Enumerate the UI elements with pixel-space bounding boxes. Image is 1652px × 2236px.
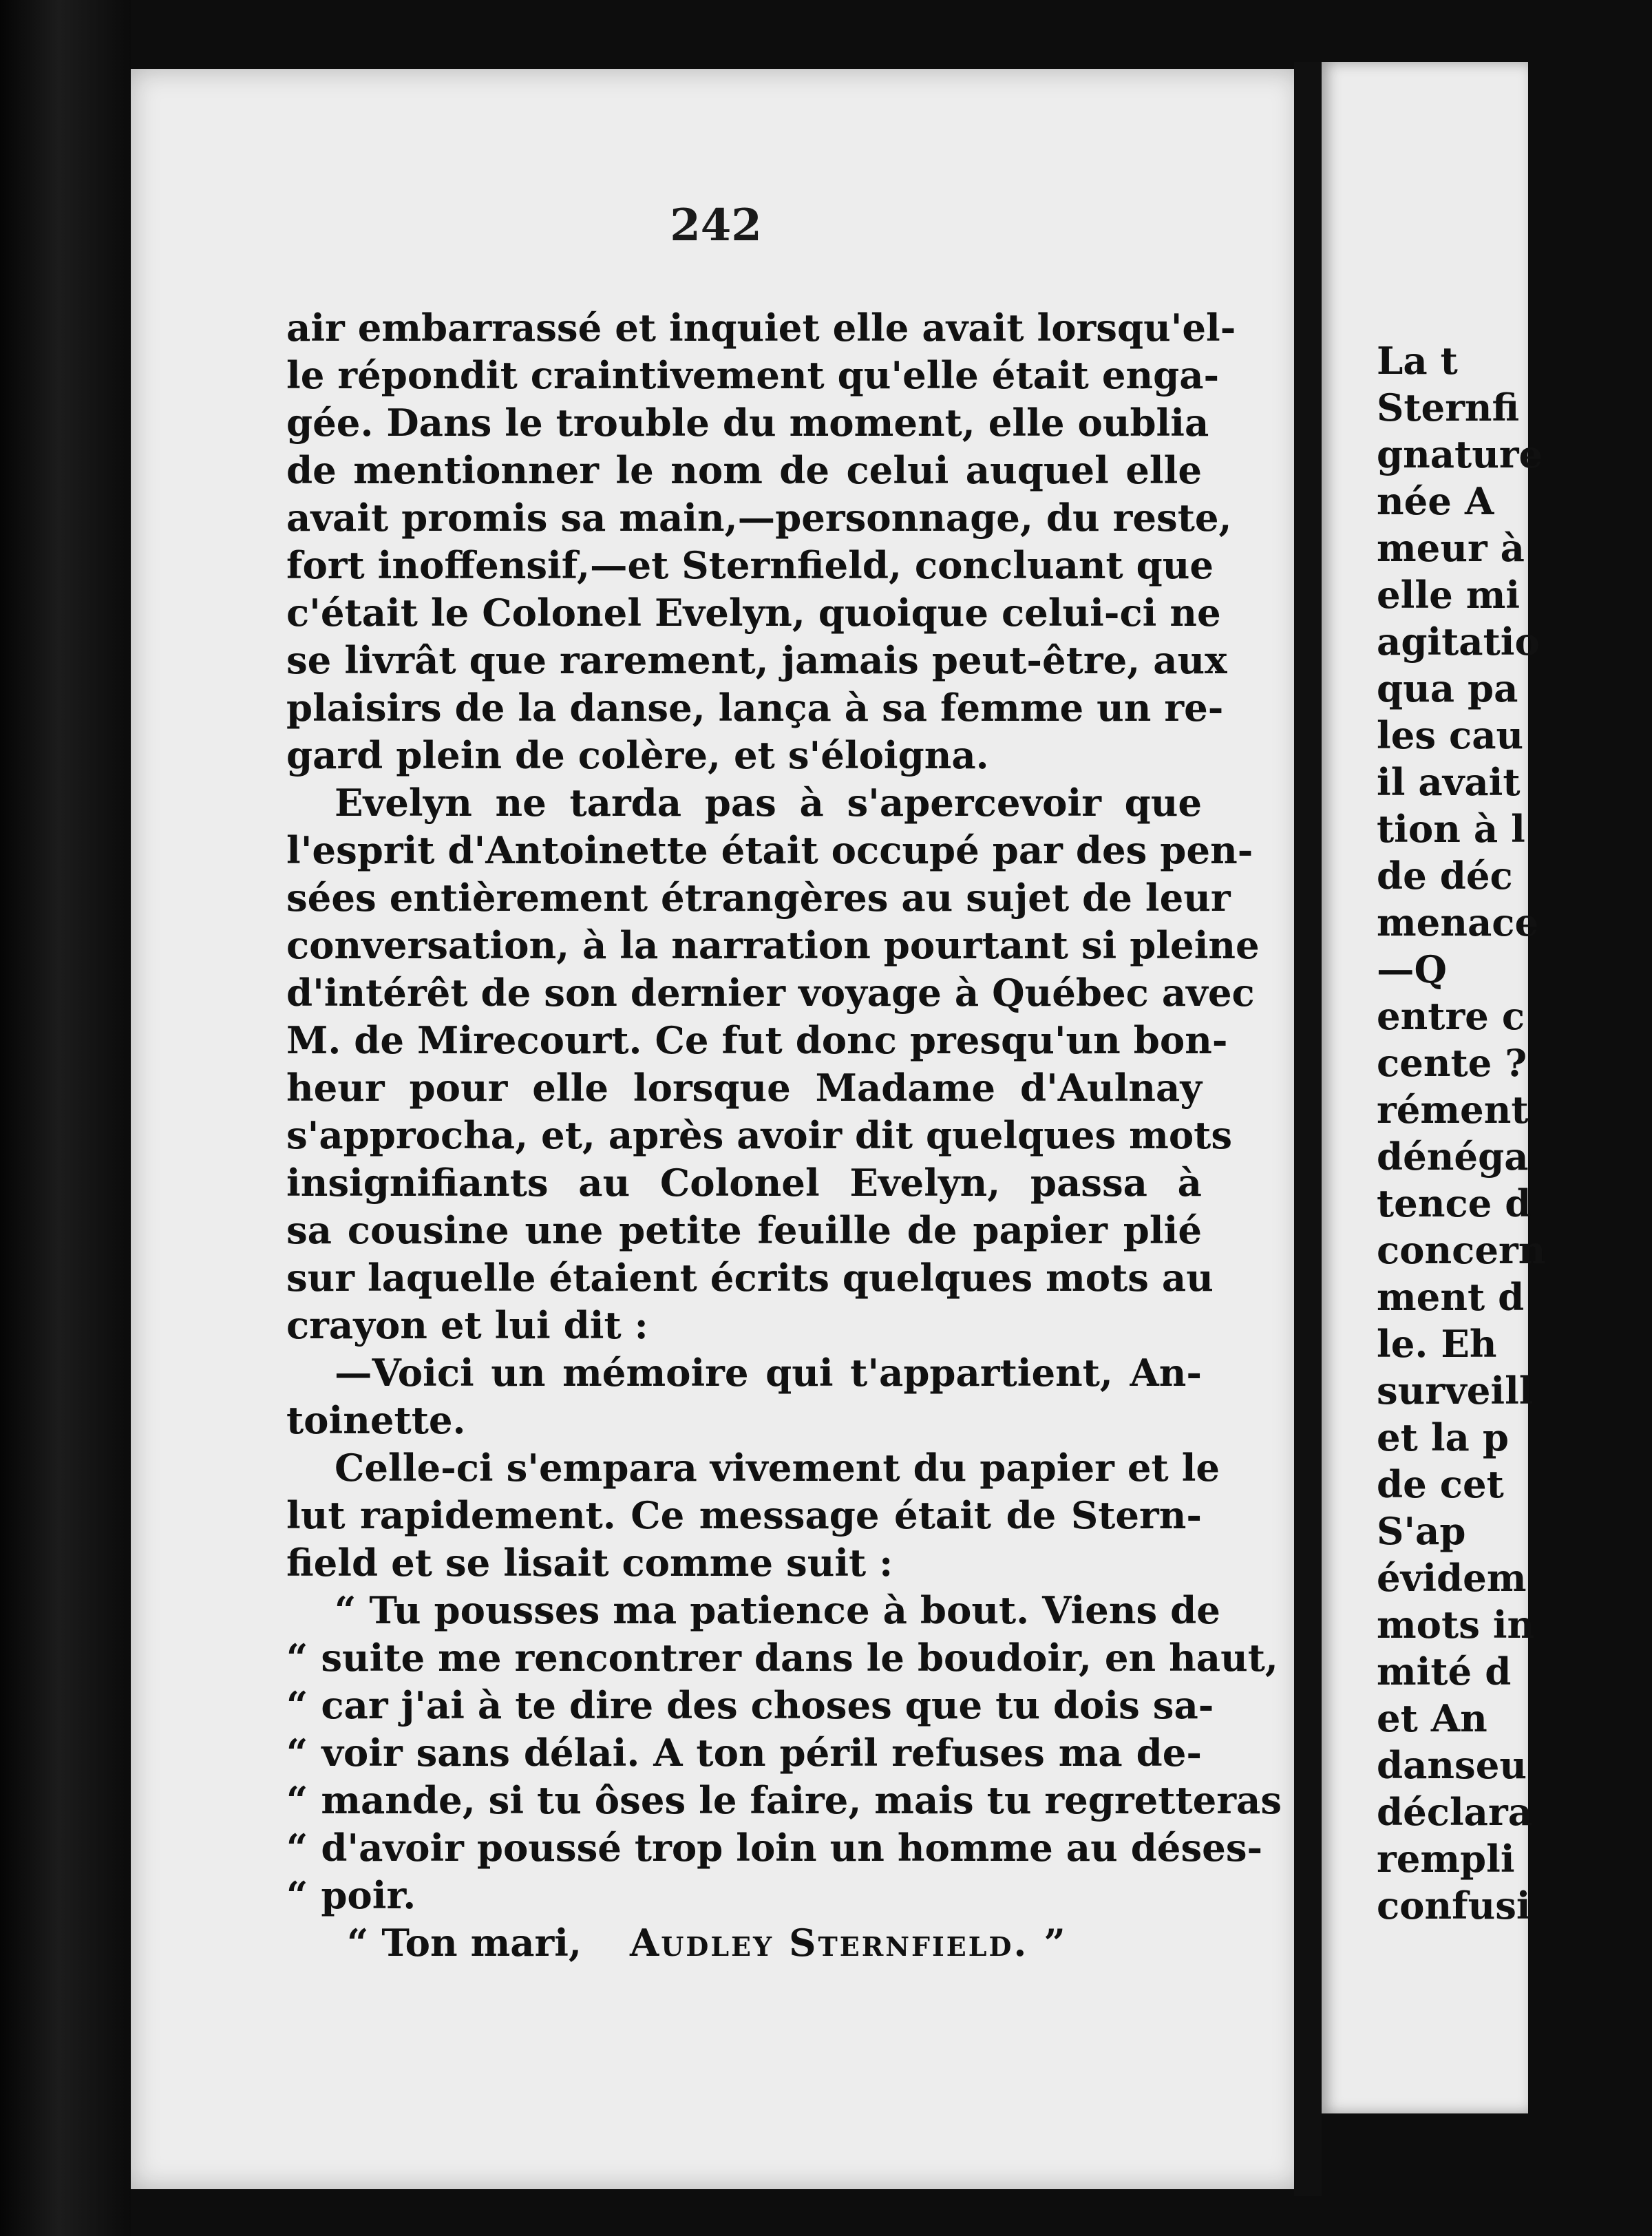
- right-page-text: [1377, 337, 1652, 1929]
- text-line: heur pour elle lorsque Madame d'Aulnay: [286, 1066, 1202, 1110]
- text-line: lut rapidement. Ce message était de Stern-: [286, 1493, 1202, 1537]
- text-line: toinette.: [286, 1398, 466, 1442]
- text-line: S'ap: [1377, 1509, 1466, 1553]
- text-line: mots in: [1377, 1603, 1535, 1647]
- text-line: se livrât que rarement, jamais peut-être, aux: [286, 638, 1227, 682]
- text-line: gée. Dans le trouble du moment, elle oublia: [286, 401, 1209, 445]
- text-line: plaisirs de la danse, lança à sa femme un re-: [286, 686, 1224, 730]
- text-line: air embarrassé et inquiet elle avait lorsqu'el-: [286, 306, 1236, 350]
- text-line: avait promis sa main,—personnage, du reste,: [286, 496, 1232, 540]
- text-line: entre c: [1377, 994, 1525, 1038]
- text-line: elle mi: [1377, 573, 1521, 617]
- text-line: tion à l: [1377, 807, 1525, 851]
- text-line: les cau: [1377, 713, 1524, 757]
- quote-line: “ d'avoir poussé trop loin un homme au déses-: [286, 1826, 1263, 1870]
- text-line: déclara: [1377, 1790, 1533, 1834]
- text-line: gard plein de colère, et s'éloigna.: [286, 733, 989, 777]
- signature-prefix: “ Ton mari,: [347, 1921, 582, 1965]
- text-line: gnature: [1377, 432, 1543, 476]
- text-line: Sternfi: [1377, 386, 1520, 430]
- book-gutter: [1294, 62, 1322, 2196]
- text-line: sa cousine une petite feuille de papier plié: [286, 1208, 1202, 1252]
- page-number: 242: [670, 200, 762, 251]
- text-line: née A: [1377, 479, 1494, 523]
- text-line: Celle-ci s'empara vivement du papier et le: [335, 1446, 1220, 1490]
- text-line: s'approcha, et, après avoir dit quelques mots: [286, 1113, 1233, 1157]
- text-line: meur à: [1377, 526, 1525, 570]
- text-line: tence d: [1377, 1181, 1532, 1225]
- text-line: concern: [1377, 1228, 1546, 1272]
- body-text: [286, 304, 1282, 1967]
- text-line: c'était le Colonel Evelyn, quoique celui-ci ne: [286, 591, 1221, 635]
- text-line: dénéga: [1377, 1135, 1529, 1179]
- text-line: crayon et lui dit :: [286, 1303, 648, 1347]
- quote-line: “ mande, si tu ôses le faire, mais tu regretteras: [286, 1778, 1282, 1822]
- left-page: [131, 69, 1301, 2189]
- text-line: sur laquelle étaient écrits quelques mots au: [286, 1256, 1214, 1300]
- quote-line: “ poir.: [286, 1873, 416, 1917]
- text-line: qua pa: [1377, 666, 1518, 710]
- right-page-fragment: [1322, 62, 1546, 2113]
- text-line: et An: [1377, 1696, 1487, 1740]
- text-line: de déc: [1377, 854, 1513, 898]
- text-line: rempli: [1377, 1837, 1515, 1881]
- text-line: ment d: [1377, 1275, 1525, 1319]
- scan-dark-margin: [0, 0, 131, 2236]
- text-line: et la p: [1377, 1415, 1509, 1459]
- text-line: field et se lisait comme suit :: [286, 1541, 893, 1585]
- signature-name: Audley Sternfield. ”: [629, 1921, 1068, 1965]
- text-line: le répondit craintivement qu'elle était enga-: [286, 353, 1220, 397]
- quote-line: “ suite me rencontrer dans le boudoir, en haut,: [286, 1636, 1278, 1680]
- text-line: agitatio: [1377, 620, 1540, 664]
- quote-line: “ car j'ai à te dire des choses que tu dois sa-: [286, 1683, 1214, 1727]
- text-line: —Voici un mémoire qui t'appartient, An-: [335, 1351, 1202, 1395]
- signature-line: [286, 1919, 1202, 1967]
- text-line: le. Eh: [1377, 1322, 1497, 1366]
- text-line: fort inoffensif,—et Sternfield, concluant que: [286, 543, 1214, 587]
- quote-line: “ voir sans délai. A ton péril refuses ma de-: [286, 1731, 1202, 1775]
- text-line: rément: [1377, 1088, 1529, 1132]
- text-line: de mentionner le nom de celui auquel elle: [286, 448, 1202, 492]
- text-line: cente ?: [1377, 1041, 1527, 1085]
- text-line: Evelyn ne tarda pas à s'apercevoir que: [335, 781, 1202, 825]
- text-line: l'esprit d'Antoinette était occupé par des pen-: [286, 828, 1253, 872]
- text-line: de cet: [1377, 1462, 1504, 1506]
- text-line: La t: [1377, 339, 1458, 383]
- text-line: évidem: [1377, 1556, 1527, 1600]
- text-line: M. de Mirecourt. Ce fut donc presqu'un bon-: [286, 1018, 1228, 1062]
- text-line: d'intérêt de son dernier voyage à Québec avec: [286, 971, 1255, 1015]
- text-line: surveill: [1377, 1369, 1534, 1413]
- text-line: —Q: [1377, 947, 1447, 991]
- text-line: il avait: [1377, 760, 1521, 804]
- text-line: mité d: [1377, 1649, 1512, 1694]
- quote-line: “ Tu pousses ma patience à bout. Viens de: [335, 1588, 1220, 1632]
- text-line: confusi: [1377, 1884, 1531, 1928]
- text-line: sées entièrement étrangères au sujet de leur: [286, 876, 1231, 920]
- text-line: conversation, à la narration pourtant si pleine: [286, 923, 1260, 967]
- text-line: insignifiants au Colonel Evelyn, passa à: [286, 1161, 1202, 1205]
- text-line: menace: [1377, 900, 1539, 945]
- text-line: danseu: [1377, 1743, 1527, 1787]
